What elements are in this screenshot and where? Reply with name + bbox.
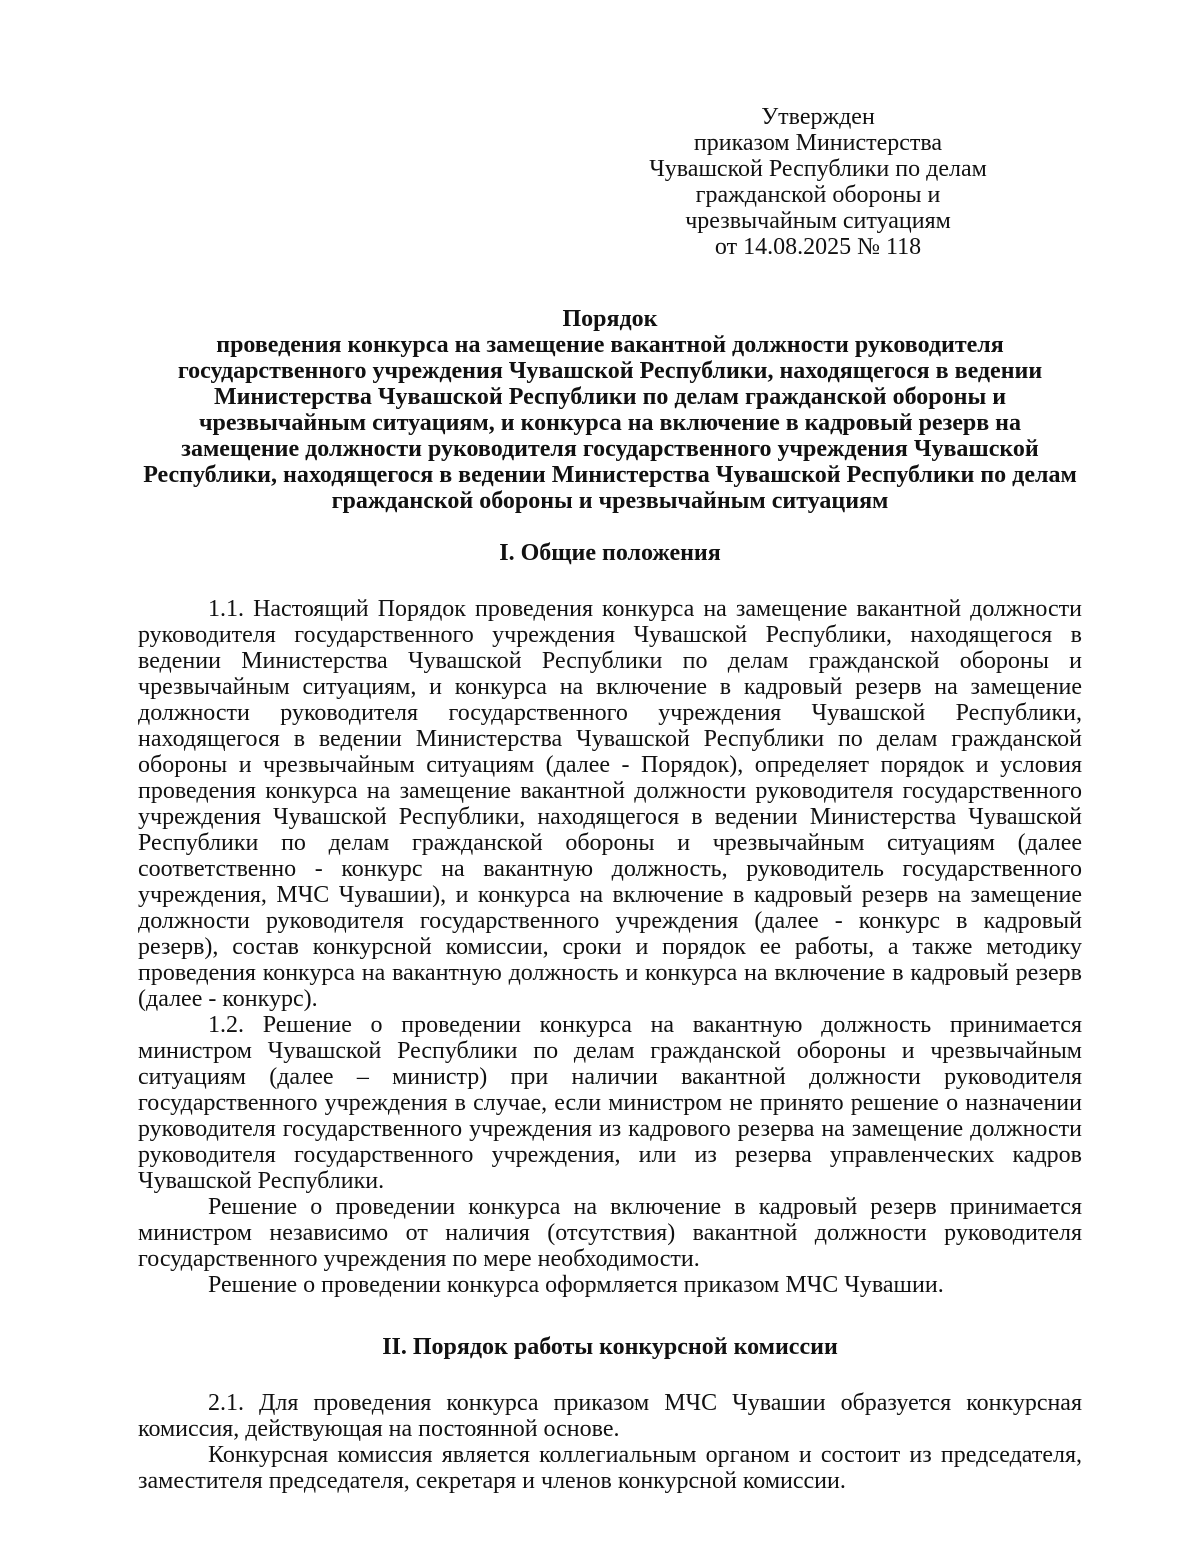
section-2-heading: II. Порядок работы конкурсной комиссии: [382, 1334, 838, 1360]
document-title-main: Порядок: [562, 306, 658, 332]
approval-line: приказом Министерства: [693, 130, 943, 156]
section-1-body: [138, 596, 1082, 1298]
approval-line: чрезвычайным ситуациям: [685, 208, 951, 234]
approval-line: Чувашской Республики по делам: [649, 156, 987, 182]
paragraph: 2.1. Для проведения конкурса приказом МЧС Чувашии образуется конкурсная комиссия, действующая на постоянной основе.: [138, 1390, 1082, 1442]
approval-line: от 14.08.2025 № 118: [714, 234, 922, 260]
section-2-body: [138, 1390, 1082, 1494]
paragraph: 1.1. Настоящий Порядок проведения конкурса на замещение вакантной должности руководителя государственного учреждения Чувашской Республики, находящегося в ведении Министерства Чувашской Республики по делам гражданской обороны и чрезвычайным ситуациям, и конкурса на включение в кадровый резерв на замещение должности руководителя государственного учреждения Чувашской Республики, находящегося в ведении Министерства Чувашской Республики по делам гражданской обороны и чрезвычайным ситуациям (далее - Порядок), определяет порядок и условия проведения конкурса на замещение вакантной должности руководителя государственного учреждения Чувашской Республики, находящегося в ведении Министерства Чувашской Республики по делам гражданской обороны и чрезвычайным ситуациям (далее соответственно - конкурс на вакантную должность, руководитель государственного учреждения, МЧС Чувашии), и конкурса на включение в кадровый резерв на замещение должности руководителя государственного учреждения (далее - конкурс в кадровый резерв), состав конкурсной комиссии, сроки и порядок ее работы, а также методику проведения конкурса на вакантную должность и конкурса на включение в кадровый резерв (далее - конкурс).: [138, 596, 1082, 1012]
paragraph: Решение о проведении конкурса на включение в кадровый резерв принимается министром независимо от наличия (отсутствия) вакантной должности руководителя государственного учреждения по мере необходимости.: [138, 1194, 1082, 1272]
approval-stamp: [638, 104, 998, 260]
document-title-sub: проведения конкурса на замещение вакантной должности руководителя государственного учреждения Чувашской Республики, находящегося в ведении Министерства Чувашской Республики по делам гражданской обороны и чрезвычайным ситуациям, и конкурса на включение в кадровый резерв на замещение должности руководителя государственного учреждения Чувашской Республики, находящегося в ведении Министерства Чувашской Республики по делам гражданской обороны и чрезвычайным ситуациям: [143, 332, 1077, 514]
approval-line: гражданской обороны и: [695, 182, 941, 208]
paragraph: 1.2. Решение о проведении конкурса на вакантную должность принимается министром Чувашской Республики по делам гражданской обороны и чрезвычайным ситуациям (далее – министр) при наличии вакантной должности руководителя государственного учреждения в случае, если министром не принято решение о назначении руководителя государственного учреждения из кадрового резерва на замещение должности руководителя государственного учреждения, или из резерва управленческих кадров Чувашской Республики.: [138, 1012, 1082, 1194]
paragraph: Решение о проведении конкурса оформляется приказом МЧС Чувашии.: [208, 1272, 944, 1298]
paragraph: Конкурсная комиссия является коллегиальным органом и состоит из председателя, заместителя председателя, секретаря и членов конкурсной комиссии.: [138, 1442, 1082, 1494]
approval-line: Утвержден: [761, 104, 875, 130]
document-title: [138, 306, 1082, 514]
section-1-heading: I. Общие положения: [499, 540, 721, 566]
